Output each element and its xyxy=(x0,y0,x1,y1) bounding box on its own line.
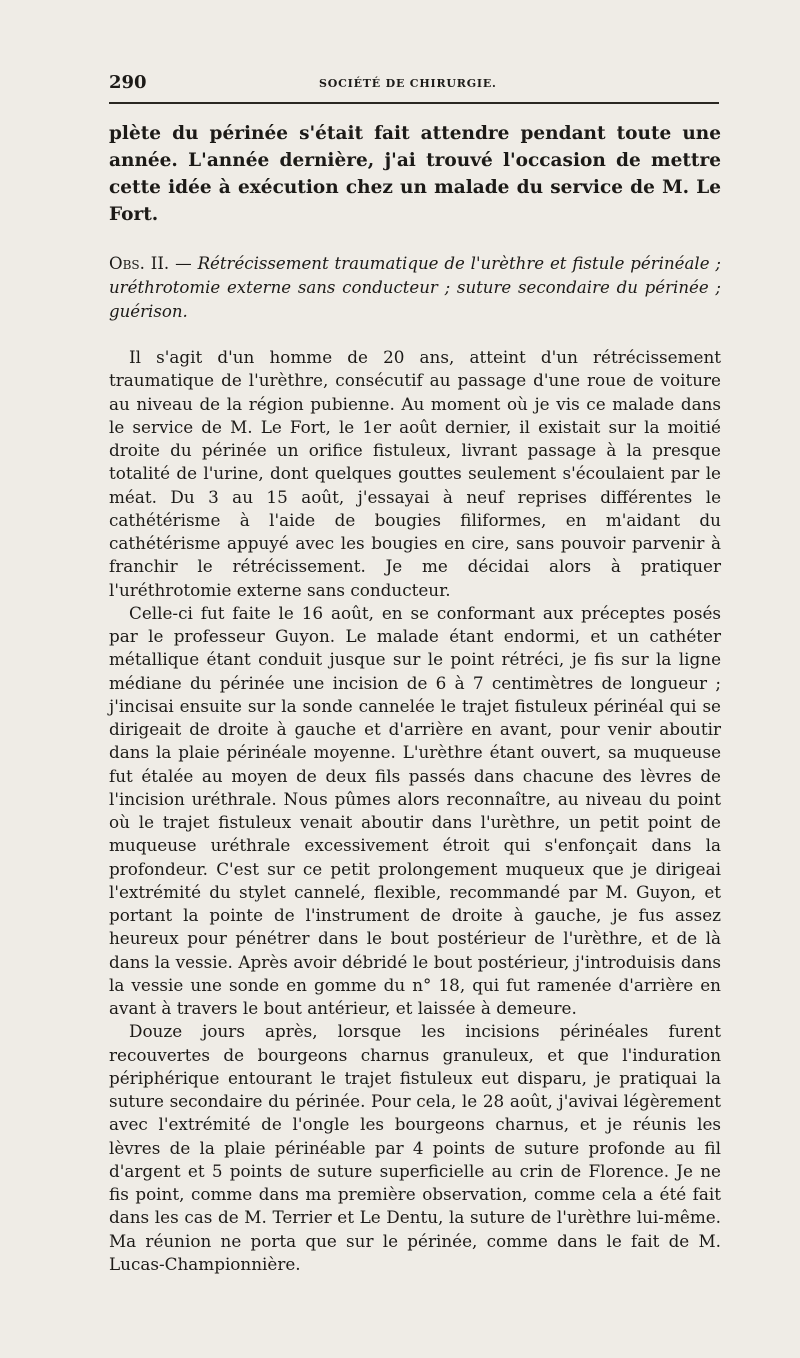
observation-label: Obs. II. — xyxy=(109,254,198,273)
observation-subtitle: Rétrécissement traumatique de l'urèthre et fistule périnéale ; uréthrotomie externe sans conducteur ; suture secondaire du périnée ; guérison. xyxy=(109,254,721,321)
page-number: 290 xyxy=(109,72,147,93)
running-title: SOCIÉTÉ DE CHIRURGIE. xyxy=(319,77,497,90)
body-paragraph: Celle-ci fut faite le 16 août, en se conformant aux préceptes posés par le professeur Guyon. Le malade étant endormi, et un cathéter métallique étant conduit jusque sur le point rétréci, je fis sur la ligne médiane du périnée une incision de 6 à 7 centimètres de longueur ; j'incisai ensuite sur la sonde cannelée le trajet fistuleux périnéal qui se dirigeait de droite à gauche et d'arrière en avant, pour venir aboutir dans la plaie périnéale moyenne. L'urèthre étant ouvert, sa muqueuse fut étalée au moyen de deux fils passés dans chacune des lèvres de l'incision uréthrale. Nous pûmes alors reconnaître, au niveau du point où le trajet fistuleux venait aboutir dans l'urèthre, un petit point de muqueuse uréthrale excessivement étroit qui s'enfonçait dans la profondeur. C'est sur ce petit prolongement muqueux que je dirigeai l'extrémité du stylet cannelé, flexible, recommandé par M. Guyon, et portant la pointe de l'instrument de droite à gauche, je fus assez heureux pour pénétrer dans le bout postérieur de l'urèthre, et de là dans la vessie. Après avoir débridé le bout postérieur, j'introduisis dans la vessie une sonde en gomme du n° 18, qui fut ramenée d'arrière en avant à travers le bout antérieur, et laissée à demeure. xyxy=(109,602,721,1018)
page-header xyxy=(109,72,719,96)
body-paragraph: Douze jours après, lorsque les incisions périnéales furent recouvertes de bourgeons charnus granuleux, et que l'induration périphérique entourant le trajet fistuleux eut disparu, je pratiquai la suture secondaire du périnée. Pour cela, le 28 août, j'avivai légèrement avec l'extrémité de l'ongle les bourgeons charnus, et je réunis les lèvres de la plaie périnéable par 4 points de suture profonde au fil d'argent et 5 points de suture superficielle au crin de Florence. Je ne fis point, comme dans ma première observation, comme cela a été fait dans les cas de M. Terrier et Le Dentu, la suture de l'urèthre lui-même. Ma réunion ne porta que sur le périnée, comme dans le fait de M. Lucas-Championnière. xyxy=(109,1021,721,1274)
continued-paragraph: plète du périnée s'était fait attendre pendant toute une année. L'année dernière, j'ai trouvé l'occasion de mettre cette idée à exécution chez un malade du service de M. Le Fort. xyxy=(109,123,721,225)
header-rule xyxy=(109,102,719,104)
observation-heading xyxy=(109,252,721,324)
body-paragraph: Il s'agit d'un homme de 20 ans, atteint d'un rétrécissement traumatique de l'urèthre, consécutif au passage d'une roue de voiture au niveau de la région pubienne. Au moment où je vis ce malade dans le service de M. Le Fort, le 1er août dernier, il existait sur la moitié droite du périnée un orifice fistuleux, livrant passage à la presque totalité de l'urine, dont quelques gouttes seulement s'écoulaient par le méat. Du 3 au 15 août, j'essayai à neuf reprises différentes le cathétérisme à l'aide de bougies filiformes, en m'aidant du cathétérisme appuyé avec les bougies en cire, sans pouvoir parvenir à franchir le rétrécissement. Je me décidai alors à pratiquer l'uréthrotomie externe sans conducteur. xyxy=(109,347,721,600)
text-body xyxy=(109,120,721,1276)
